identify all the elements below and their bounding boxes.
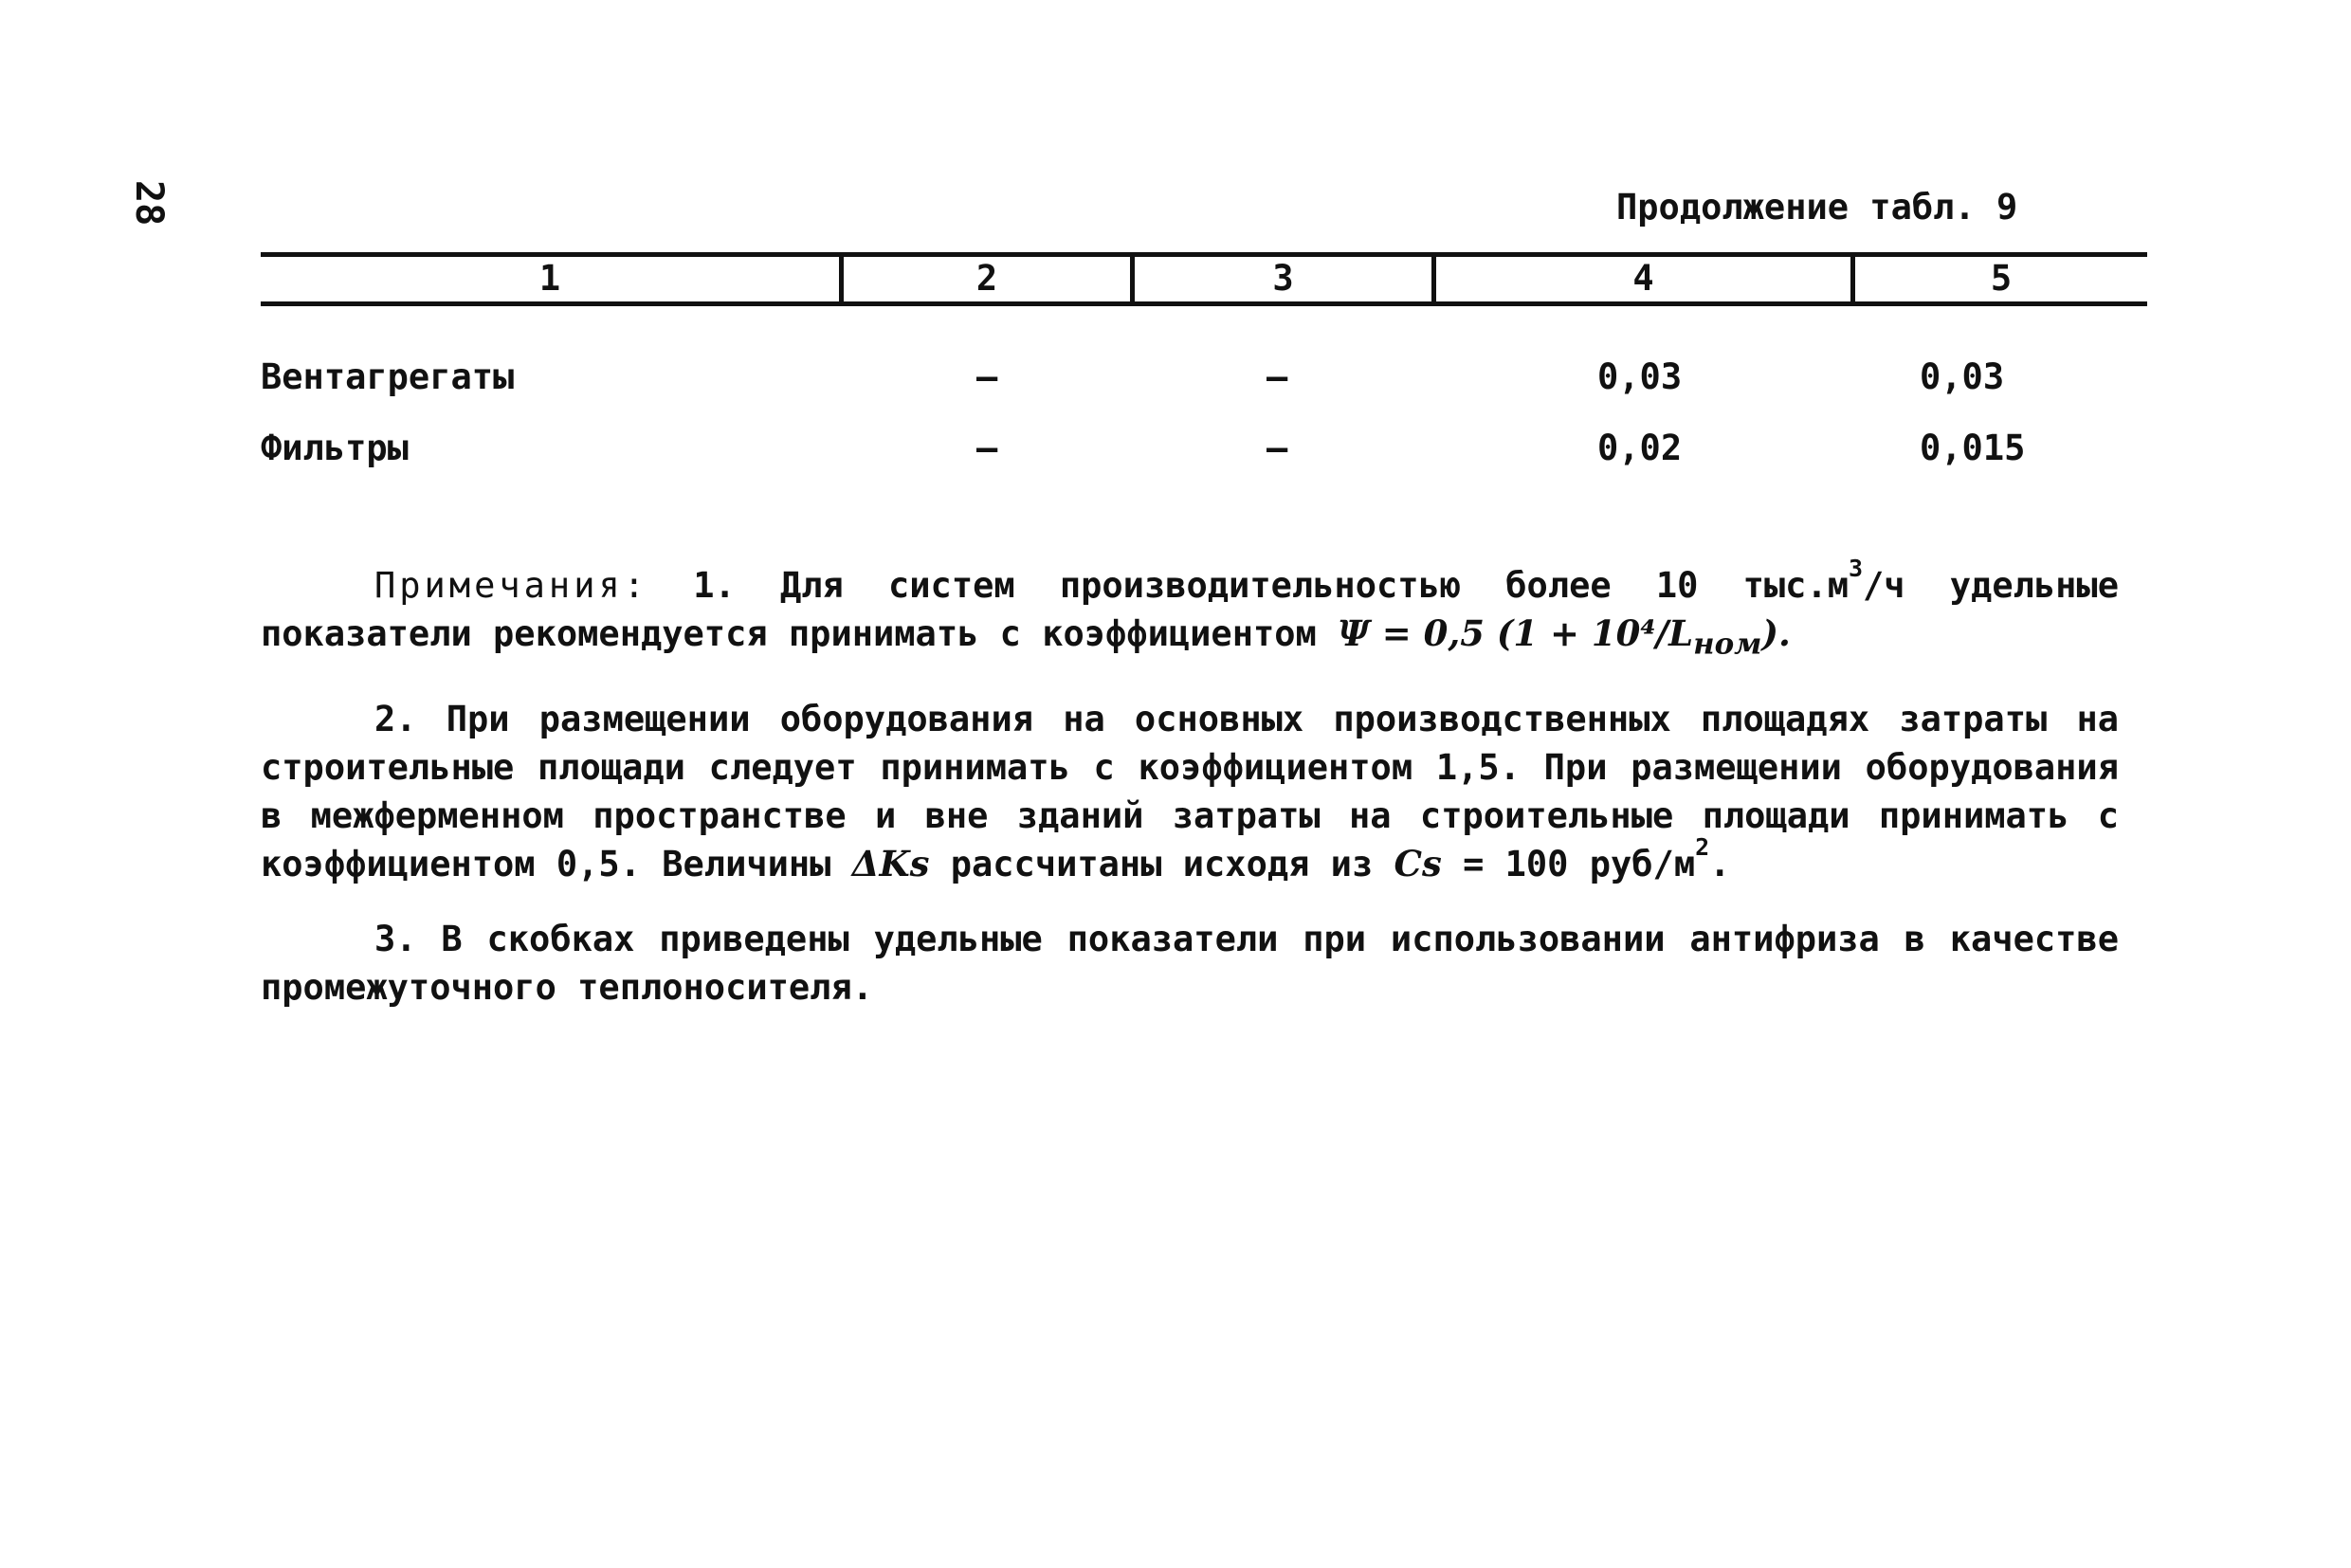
handwritten-formula: Ψ = 0,5 (1 + 10⁴/L bbox=[1338, 612, 1694, 654]
note-1: Примечания: 1. Для систем производительностью более 10 $тыс.м^3/ч$ удельные показатели рекомендуется принимать с коэффициентом Ψ = 0,5 $(1 + 10^4/L_{ном})$. bbox=[261, 555, 2119, 662]
handwritten-symbol: ΔKs bbox=[851, 843, 930, 885]
note-3: 3. В скобках приведены удельные показатели при использовании антифриза в качестве промежуточного теплоносителя. bbox=[261, 919, 2119, 1009]
column-header-5: 5 bbox=[1990, 258, 2013, 299]
page-number: 28 bbox=[127, 180, 171, 227]
table-cell: 0,015 bbox=[1920, 428, 2026, 468]
table-cell: – bbox=[1267, 356, 1288, 397]
table-cell: 0,03 bbox=[1920, 356, 2005, 397]
table-continuation-caption: Продолжение табл. 9 bbox=[1616, 187, 2018, 228]
column-header-1: 1 bbox=[538, 258, 561, 299]
handwritten-symbol: Cs bbox=[1394, 843, 1442, 885]
table-header-bottom-rule bbox=[261, 301, 2147, 306]
column-header-4: 4 bbox=[1632, 258, 1654, 299]
table-header-top-rule bbox=[261, 252, 2147, 257]
row-label: Вентагрегаты bbox=[261, 356, 515, 397]
table-cell: – bbox=[976, 428, 998, 468]
notes-label: Примечания: bbox=[374, 565, 649, 606]
note-2: 2. При размещении оборудования на основных производственных площадях затраты на строительные площади следует принимать с коэффициентом 1,5. При размещении оборудования в межферменном пространстве и вне зданий затраты на строительные площади принимать с коэффициентом 0,5. Величины ΔKs рассчитаны исходя из Cs = 100 руб/$м^2$. bbox=[261, 699, 2119, 885]
table-cell: – bbox=[1267, 428, 1288, 468]
table-cell: – bbox=[976, 356, 998, 397]
table-cell: 0,03 bbox=[1597, 356, 1683, 397]
column-header-2: 2 bbox=[975, 258, 998, 299]
column-header-3: 3 bbox=[1272, 258, 1294, 299]
notes-section bbox=[261, 555, 2119, 1038]
table-cell: 0,02 bbox=[1597, 428, 1683, 468]
row-label: Фильтры bbox=[261, 428, 409, 468]
